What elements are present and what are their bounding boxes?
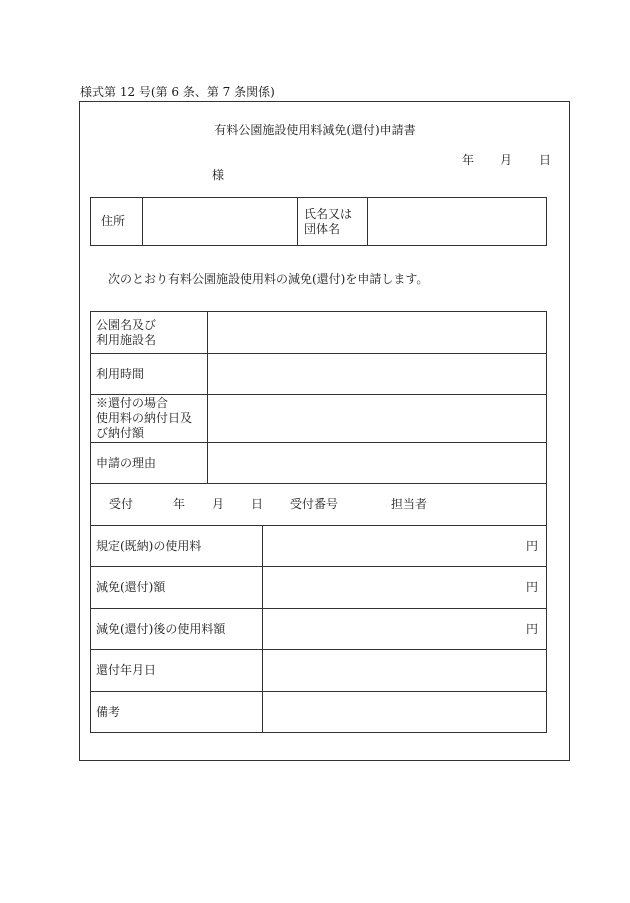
after-fee-label: 減免(還付)後の使用料額 (91, 609, 263, 650)
application-notice: 次のとおり有料公園施設使用料の減免(還付)を申請します。 (108, 272, 429, 286)
regular-fee-field[interactable] (263, 526, 547, 567)
refund-date-label: 還付年月日 (91, 650, 263, 692)
reduction-field[interactable] (263, 567, 547, 609)
reason-label: 申請の理由 (91, 443, 208, 484)
applicant-table (90, 197, 547, 246)
date-day-label: 日 (539, 153, 552, 167)
regular-fee-label: 規定(既納)の使用料 (91, 526, 263, 567)
form-title: 有料公園施設使用料減免(還付)申請書 (214, 123, 416, 137)
refund-field[interactable] (208, 395, 547, 443)
addressee-suffix: 様 (212, 168, 225, 182)
name-label: 氏名又は 団体名 (298, 198, 368, 246)
reduction-label: 減免(還付)額 (91, 567, 263, 609)
address-field[interactable] (143, 198, 298, 246)
time-label: 利用時間 (91, 354, 208, 395)
reception-staff-label: 担当者 (391, 497, 428, 511)
refund-label: ※還付の場合 使用料の納付日及 び納付額 (91, 395, 208, 443)
reception-number-label: 受付番号 (290, 497, 339, 511)
address-label: 住所 (91, 198, 143, 246)
reason-field[interactable] (208, 443, 547, 484)
yen-unit: 円 (525, 538, 538, 553)
after-fee-field[interactable] (263, 609, 547, 650)
form-number: 様式第 12 号(第 6 条、第 7 条関係) (80, 85, 275, 99)
remarks-label: 備考 (91, 692, 263, 733)
yen-unit: 円 (525, 580, 538, 594)
name-field[interactable] (368, 198, 547, 246)
remarks-field[interactable] (263, 692, 547, 733)
date-month-label: 月 (500, 153, 513, 167)
reception-received-label: 受付 (109, 497, 134, 511)
refund-date-field[interactable] (263, 650, 547, 692)
reception-month-label: 月 (212, 497, 225, 511)
reception-year-label: 年 (173, 497, 186, 511)
details-table (90, 311, 547, 733)
time-field[interactable] (208, 354, 547, 395)
reception-row (91, 484, 547, 526)
reception-day-label: 日 (251, 497, 264, 511)
yen-unit: 円 (525, 621, 538, 636)
park-field[interactable] (208, 312, 547, 354)
park-label: 公園名及び 利用施設名 (91, 312, 208, 354)
date-year-label: 年 (462, 153, 475, 167)
